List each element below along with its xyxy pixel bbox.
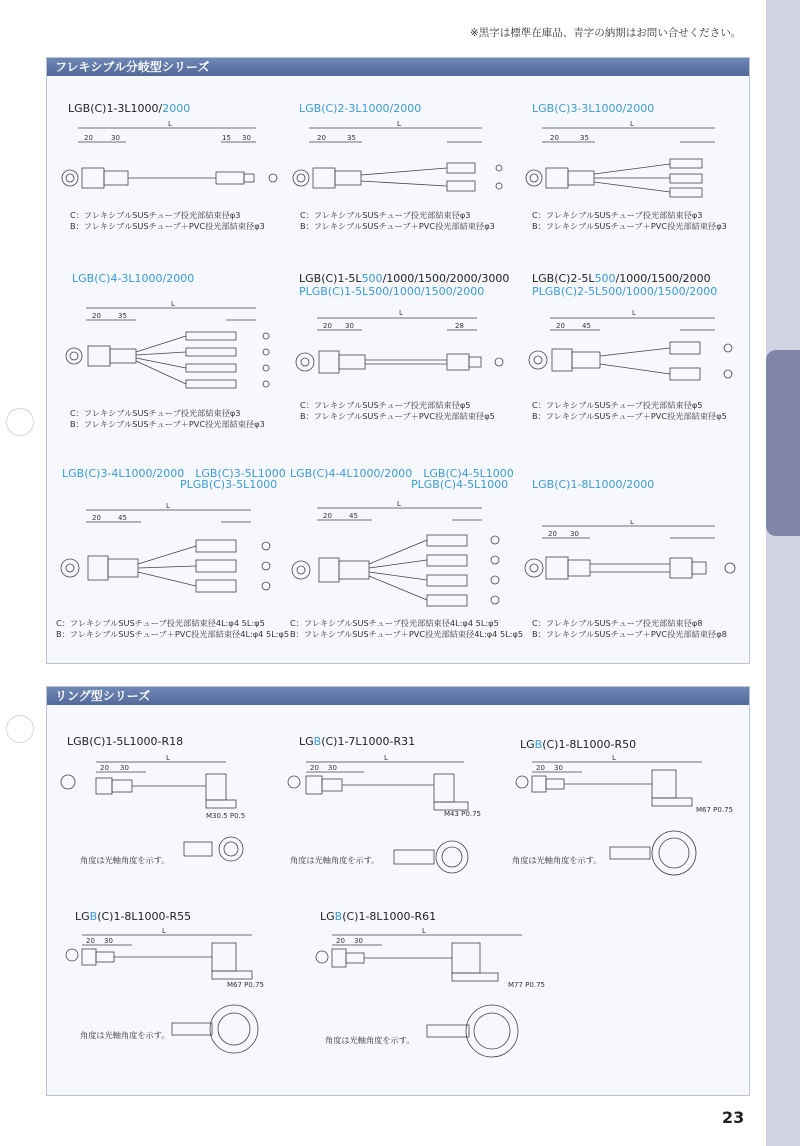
- dim-L: L: [384, 754, 388, 762]
- dim-20: 20: [550, 134, 559, 142]
- dim-20: 20: [548, 530, 557, 538]
- caption-b: B：フレキシブルSUSチューブ＋PVC投光部結束径φ3: [300, 221, 495, 231]
- dim-20: 20: [92, 312, 101, 320]
- item-title: LGB(C)1-5L500/1000/1500/2000/3000: [299, 272, 510, 285]
- caption-c: C：フレキシブルSUSチューブ投光部結束径4L:φ4 5L:φ5: [56, 618, 265, 628]
- dim-28: 28: [455, 322, 464, 330]
- thread-label: M67 P0.75: [696, 806, 733, 814]
- dim-20: 20: [556, 322, 565, 330]
- dim-30: 30: [104, 937, 113, 945]
- caption-b: B：フレキシブルSUSチューブ＋PVC投光部結束径4L:φ4 5L:φ5: [56, 629, 290, 639]
- item-title: LGB(C)3-4L1000/2000 LGB(C)3-5L1000: [62, 467, 286, 480]
- dim-L: L: [171, 300, 175, 308]
- stock-note: ※黒字は標準在庫品、青字の納期はお問い合せください。: [470, 27, 742, 39]
- dim-20: 20: [323, 322, 332, 330]
- dim-20: 20: [84, 134, 93, 142]
- dim-L: L: [166, 502, 170, 510]
- drawing-flex-1: [56, 118, 286, 200]
- dim-45: 45: [582, 322, 591, 330]
- caption-b: B：フレキシブルSUSチューブ＋PVC投光部結束径φ3: [70, 419, 265, 429]
- caption-c: C：フレキシブルSUSチューブ投光部結束径φ3: [70, 210, 241, 220]
- dim-30b: 30: [242, 134, 251, 142]
- caption-b: B：フレキシブルSUSチューブ＋PVC投光部結束径φ3: [532, 221, 727, 231]
- dim-L: L: [630, 120, 634, 128]
- item-title-2: PLGB(C)3-5L1000: [180, 478, 278, 491]
- punch-hole: [6, 715, 34, 743]
- dim-20: 20: [317, 134, 326, 142]
- thread-label: M43 P0.75: [444, 810, 481, 818]
- caption-c: C：フレキシブルSUSチューブ投光部結束径φ3: [532, 210, 703, 220]
- thread-label: M30.5 P0.5: [206, 812, 246, 820]
- item-title: LGB(C)1-3L1000/2000: [68, 102, 191, 115]
- caption-c: C：フレキシブルSUSチューブ投光部結束径φ5: [300, 400, 471, 410]
- ring-title: LGB(C)1-5L1000-R18: [67, 735, 184, 748]
- ring-title: LGB(C)1-7L1000-R31: [299, 735, 416, 748]
- drawing-flex-8: [287, 500, 512, 618]
- dim-30: 30: [328, 764, 337, 772]
- thread-label: M67 P0.75: [227, 981, 264, 989]
- ring-title: LGB(C)1-8L1000-R50: [520, 738, 637, 751]
- item-title: LGB(C)1-8L1000/2000: [532, 478, 655, 491]
- drawing-ring-3: [512, 752, 744, 892]
- dim-30: 30: [354, 937, 363, 945]
- caption-b: B：フレキシブルSUSチューブ＋PVC投光部結束径φ8: [532, 629, 727, 639]
- caption-b: B：フレキシブルSUSチューブ＋PVC投光部結束径φ3: [70, 221, 265, 231]
- dim-20: 20: [310, 764, 319, 772]
- angle-note: 角度は光軸角度を示す。: [290, 855, 380, 865]
- angle-note: 角度は光軸角度を示す。: [80, 855, 170, 865]
- dim-30: 30: [345, 322, 354, 330]
- dim-L: L: [397, 120, 401, 128]
- item-title-2: PLGB(C)2-5L500/1000/1500/2000: [532, 285, 718, 298]
- dim-L: L: [166, 754, 170, 762]
- drawing-flex-6: [520, 300, 745, 400]
- dim-L: L: [397, 500, 401, 508]
- dim-L: L: [399, 309, 403, 317]
- angle-note: 角度は光軸角度を示す。: [80, 1030, 170, 1040]
- caption-b: B：フレキシブルSUSチューブ＋PVC投光部結束径φ5: [300, 411, 495, 421]
- caption-c: C：フレキシブルSUSチューブ投光部結束径4L:φ4 5L:φ5: [290, 618, 499, 628]
- item-title: LGB(C)3-3L1000/2000: [532, 102, 655, 115]
- ring-section-header: リング型シリーズ: [47, 687, 749, 705]
- chapter-tab: [766, 350, 800, 536]
- dim-L: L: [632, 309, 636, 317]
- dim-L: L: [612, 754, 616, 762]
- dim-30: 30: [570, 530, 579, 538]
- dim-20: 20: [100, 764, 109, 772]
- drawing-ring-2: [284, 752, 509, 897]
- dim-20: 20: [336, 937, 345, 945]
- dim-15: 15: [222, 134, 231, 142]
- caption-c: C：フレキシブルSUSチューブ投光部結束径φ5: [532, 400, 703, 410]
- dim-20: 20: [323, 512, 332, 520]
- item-title: LGB(C)4-3L1000/2000: [72, 272, 195, 285]
- punch-hole: [6, 408, 34, 436]
- dim-20: 20: [86, 937, 95, 945]
- dim-30: 30: [120, 764, 129, 772]
- drawing-ring-1: [56, 752, 271, 897]
- dim-35: 35: [347, 134, 356, 142]
- page-number: 23: [722, 1108, 745, 1127]
- drawing-ring-4: [62, 925, 287, 1065]
- drawing-flex-5: [287, 300, 512, 400]
- dim-20: 20: [92, 514, 101, 522]
- item-title: LGB(C)2-3L1000/2000: [299, 102, 422, 115]
- dim-20: 20: [536, 764, 545, 772]
- angle-note: 角度は光軸角度を示す。: [325, 1035, 415, 1045]
- dim-45: 45: [349, 512, 358, 520]
- dim-L: L: [630, 520, 634, 526]
- ring-title: LGB(C)1-8L1000-R55: [75, 910, 192, 923]
- item-title: LGB(C)4-4L1000/2000 LGB(C)4-5L1000: [290, 467, 514, 480]
- dim-L: L: [162, 927, 166, 935]
- flex-section-header: フレキシブル分岐型シリーズ: [47, 58, 749, 76]
- caption-c: C：フレキシブルSUSチューブ投光部結束径φ3: [70, 408, 241, 418]
- drawing-flex-3: [520, 118, 745, 200]
- item-title-2: PLGB(C)1-5L500/1000/1500/2000: [299, 285, 485, 298]
- ring-title: LGB(C)1-8L1000-R61: [320, 910, 437, 923]
- dim-30: 30: [111, 134, 120, 142]
- thread-label: M77 P0.75: [508, 981, 545, 989]
- dim-L: L: [168, 120, 172, 128]
- dim-35: 35: [580, 134, 589, 142]
- caption-b: B：フレキシブルSUSチューブ＋PVC投光部結束径φ5: [532, 411, 727, 421]
- drawing-flex-4: [56, 300, 286, 400]
- side-strip: [766, 0, 800, 1146]
- caption-c: C：フレキシブルSUSチューブ投光部結束径φ8: [532, 618, 703, 628]
- dim-L: L: [422, 927, 426, 935]
- caption-b: B：フレキシブルSUSチューブ＋PVC投光部結束径4L:φ4 5L:φ5: [290, 629, 524, 639]
- dim-35: 35: [118, 312, 127, 320]
- item-title-2: PLGB(C)4-5L1000: [411, 478, 509, 491]
- item-title: LGB(C)2-5L500/1000/1500/2000: [532, 272, 711, 285]
- angle-note: 角度は光軸角度を示す。: [512, 855, 602, 865]
- caption-c: C：フレキシブルSUSチューブ投光部結束径φ3: [300, 210, 471, 220]
- dim-30: 30: [554, 764, 563, 772]
- drawing-flex-2: [287, 118, 512, 200]
- drawing-flex-7: [56, 500, 281, 610]
- drawing-flex-9: [520, 520, 745, 610]
- dim-45: 45: [118, 514, 127, 522]
